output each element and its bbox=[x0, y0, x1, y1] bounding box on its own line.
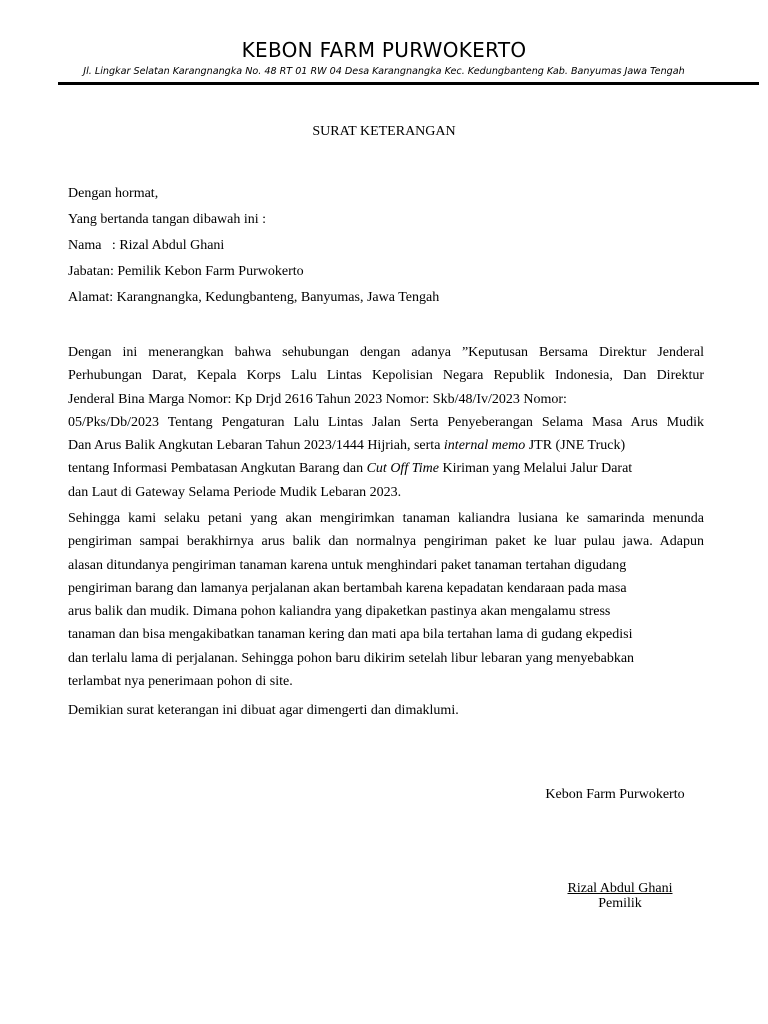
paragraph-1 bbox=[68, 341, 704, 504]
greeting: Dengan hormat, bbox=[68, 186, 159, 201]
text-segment: Dan Arus Balik Angkutan Lebaran Tahun 2023/1444 Hijriah, serta bbox=[68, 438, 444, 454]
paragraph-1-line bbox=[68, 434, 704, 457]
paragraph-2-line: terlambat nya penerimaan pohon di site. bbox=[68, 674, 293, 690]
paragraph-2-line: arus balik dan mudik. Dimana pohon kaliandra yang dipaketkan pastinya akan mengalamu stress bbox=[68, 604, 611, 620]
paragraph-2 bbox=[68, 507, 704, 693]
field-nama: Nama : Rizal Abdul Ghani bbox=[68, 238, 225, 253]
company-address: Jl. Lingkar Selatan Karangnangka No. 48 RT 01 RW 04 Desa Karangnangka Kec. Kedungbanteng Kab. Banyumas Jawa Tengah bbox=[83, 66, 685, 77]
text-segment: JTR (JNE Truck) bbox=[525, 438, 626, 454]
paragraph-1-line: Dengan ini menerangkan bahwa sehubungan dengan adanya ”Keputusan Bersama Direktur Jenderal bbox=[68, 345, 704, 360]
paragraph-2-line: Sehingga kami selaku petani yang akan mengirimkan tanaman kaliandra lusiana ke samarinda menunda bbox=[68, 511, 704, 526]
italic-term: Cut Off Time bbox=[366, 461, 439, 477]
company-name: KEBON FARM PURWOKERTO bbox=[241, 38, 527, 62]
italic-term: internal memo bbox=[443, 438, 526, 454]
field-alamat: Alamat: Karangnangka, Kedungbanteng, Banyumas, Jawa Tengah bbox=[68, 290, 440, 305]
closing-line: Demikian surat keterangan ini dibuat agar dimengerti dan dimaklumi. bbox=[68, 703, 459, 718]
paragraph-2-line: pengiriman sampai berakhirnya arus balik dan normalnya pengiriman paket ke luar pulau jawa. Adapun bbox=[68, 534, 704, 550]
document-title: SURAT KETERANGAN bbox=[312, 124, 456, 139]
signatory-name: Rizal Abdul Ghani bbox=[567, 881, 673, 896]
paragraph-2-line: pengiriman barang dan lamanya perjalanan akan bertambah karena kepadatan kendaraan pada masa bbox=[68, 580, 627, 596]
text-segment: tentang Informasi Pembatasan Angkutan Barang dan bbox=[68, 461, 367, 477]
paragraph-2-line: tanaman dan bisa mengakibatkan tanaman kering dan mati apa bila tertahan lama di gudang ekpedisi bbox=[68, 627, 633, 643]
paragraph-2-line: alasan ditundanya pengiriman tanaman karena untuk menghindari paket tanaman tertahan digudang bbox=[68, 557, 627, 573]
signatory-role: Pemilik bbox=[598, 896, 642, 911]
signature-company: Kebon Farm Purwokerto bbox=[545, 787, 685, 802]
paragraph-1-line: Perhubungan Darat, Kepala Korps Lalu Lintas Kepolisian Negara Republik Indonesia, Dan Direktur bbox=[68, 368, 704, 384]
intro-line: Yang bertanda tangan dibawah ini : bbox=[68, 212, 267, 227]
paragraph-1-line: 05/Pks/Db/2023 Tentang Pengaturan Lalu Lintas Jalan Serta Penyeberangan Selama Masa Arus Mudik bbox=[68, 414, 704, 430]
paragraph-2-line: dan terlalu lama di perjalanan. Sehingga pohon baru dikirim setelah libur lebaran yang menyebabkan bbox=[68, 650, 635, 666]
text-segment: Kiriman yang Melalui Jalur Darat bbox=[438, 461, 633, 477]
paragraph-1-line: dan Laut di Gateway Selama Periode Mudik Lebaran 2023. bbox=[68, 484, 402, 500]
field-jabatan: Jabatan: Pemilik Kebon Farm Purwokerto bbox=[68, 264, 304, 279]
header-divider bbox=[58, 82, 759, 85]
paragraph-1-line bbox=[68, 457, 704, 480]
paragraph-1-line: Jenderal Bina Marga Nomor: Kp Drjd 2616 Tahun 2023 Nomor: Skb/48/Iv/2023 Nomor: bbox=[68, 391, 567, 407]
